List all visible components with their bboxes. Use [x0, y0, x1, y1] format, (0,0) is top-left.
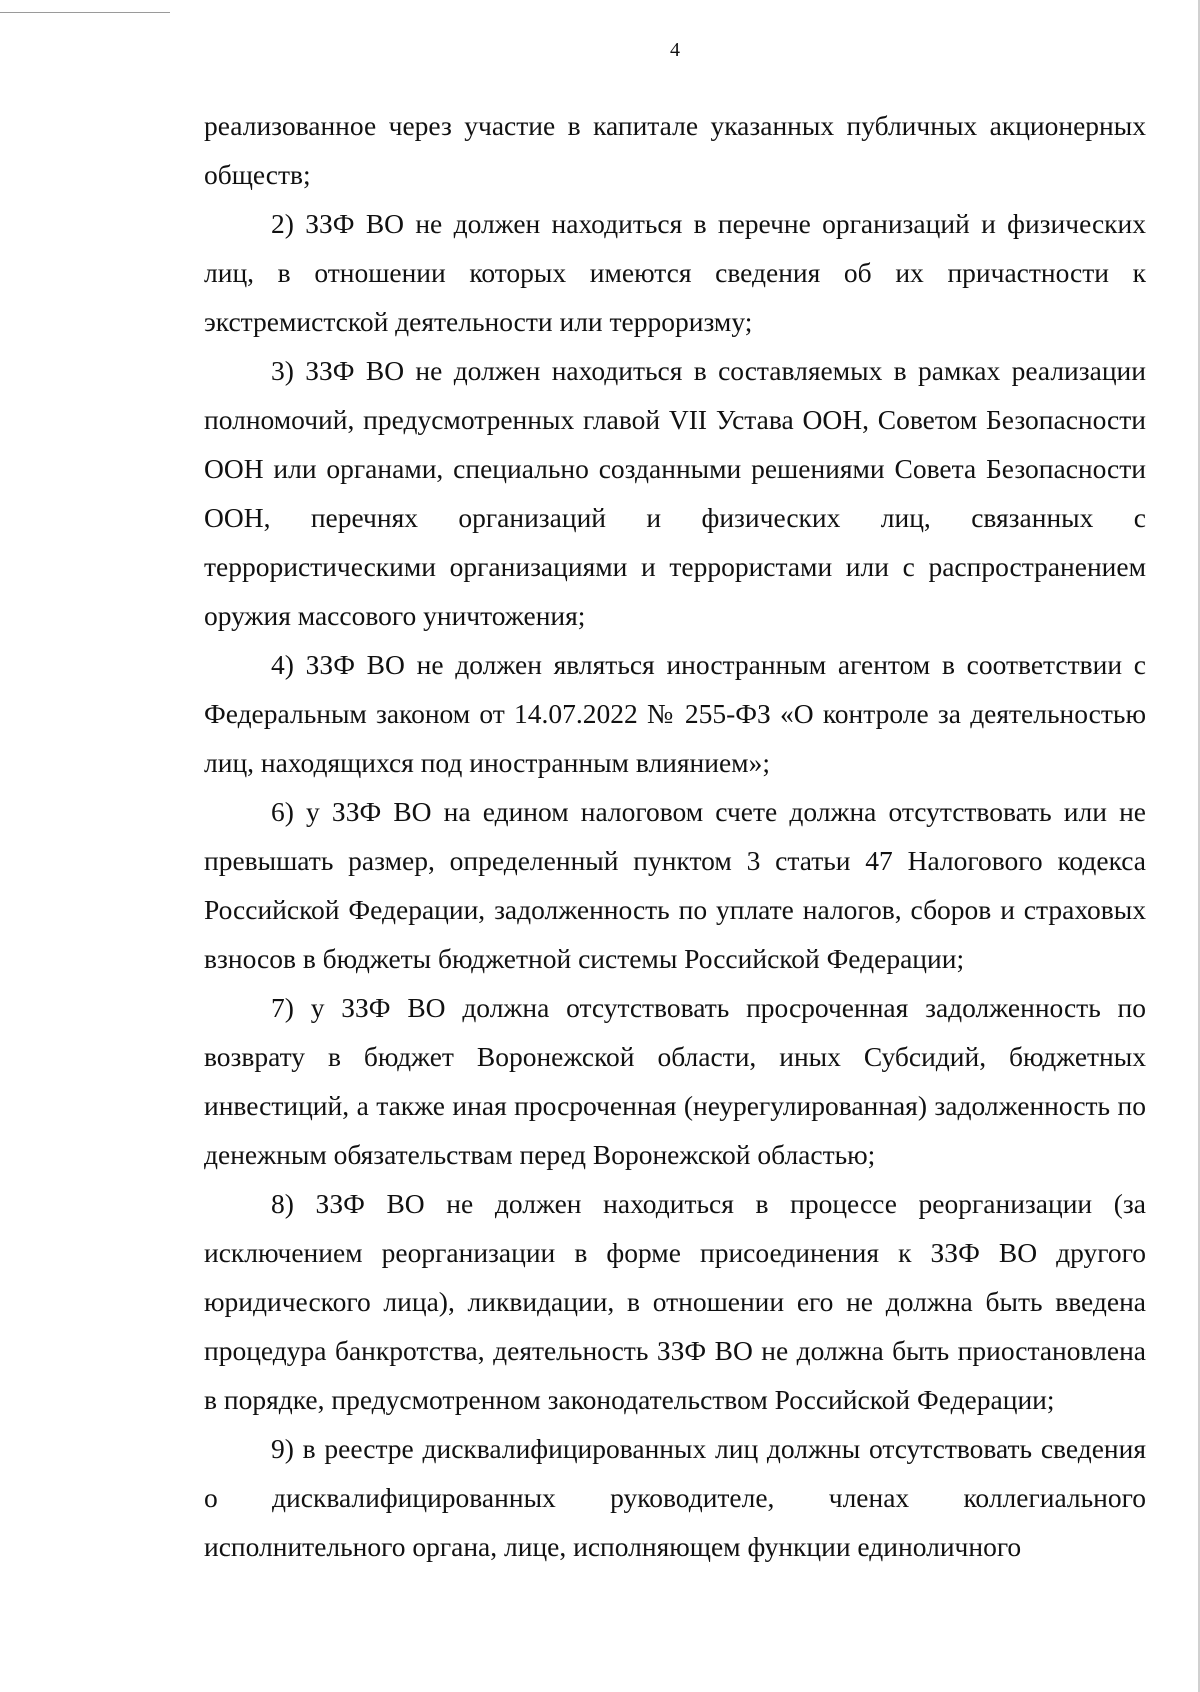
paragraph-continuation: реализованное через участие в капитале указанных публичных акционерных обществ; [204, 110, 1146, 190]
paragraph-item-9: 9) в реестре дисквалифицированных лиц должны отсутствовать сведения о дисквалифицированных руководителе, членах коллегиального исполнительного органа, лице, исполняющем функции единоличного [204, 1433, 1146, 1562]
paragraph-item-2: 2) ЗЗФ ВО не должен находиться в перечне организаций и физических лиц, в отношении которых имеются сведения об их причастности к экстремистской деятельности или терроризму; [204, 208, 1146, 337]
paragraph-item-4: 4) ЗЗФ ВО не должен являться иностранным агентом в соответствии с Федеральным законом от 14.07.2022 № 255-ФЗ «О контроле за деятельностью лиц, находящихся под иностранным влиянием»; [204, 649, 1146, 778]
document-body [204, 101, 1146, 1571]
scan-top-rule [0, 12, 170, 13]
paragraph-item-3: 3) ЗЗФ ВО не должен находиться в составляемых в рамках реализации полномочий, предусмотренных главой VII Устава ООН, Советом Безопасности ООН или органами, специально созданными решениями Совета Безопасности ООН, перечнях организаций и физических лиц, связанных с террористическими организациями и террористами или с распространением оружия массового уничтожения; [204, 355, 1146, 631]
page-number: 4 [670, 39, 680, 61]
paragraph-item-6: 6) у ЗЗФ ВО на едином налоговом счете должна отсутствовать или не превышать размер, определенный пунктом 3 статьи 47 Налогового кодекса Российской Федерации, задолженность по уплате налогов, сборов и страховых взносов в бюджеты бюджетной системы Российской Федерации; [204, 796, 1146, 974]
paragraph-item-8: 8) ЗЗФ ВО не должен находиться в процессе реорганизации (за исключением реорганизации в форме присоединения к ЗЗФ ВО другого юридического лица), ликвидации, в отношении его не должна быть введена процедура банкротства, деятельность ЗЗФ ВО не должна быть приостановлена в порядке, предусмотренном законодательством Российской Федерации; [204, 1188, 1146, 1415]
paragraph-item-7: 7) у ЗЗФ ВО должна отсутствовать просроченная задолженность по возврату в бюджет Воронежской области, иных Субсидий, бюджетных инвестиций, а также иная просроченная (неурегулированная) задолженность по денежным обязательствам перед Воронежской областью; [204, 992, 1146, 1170]
